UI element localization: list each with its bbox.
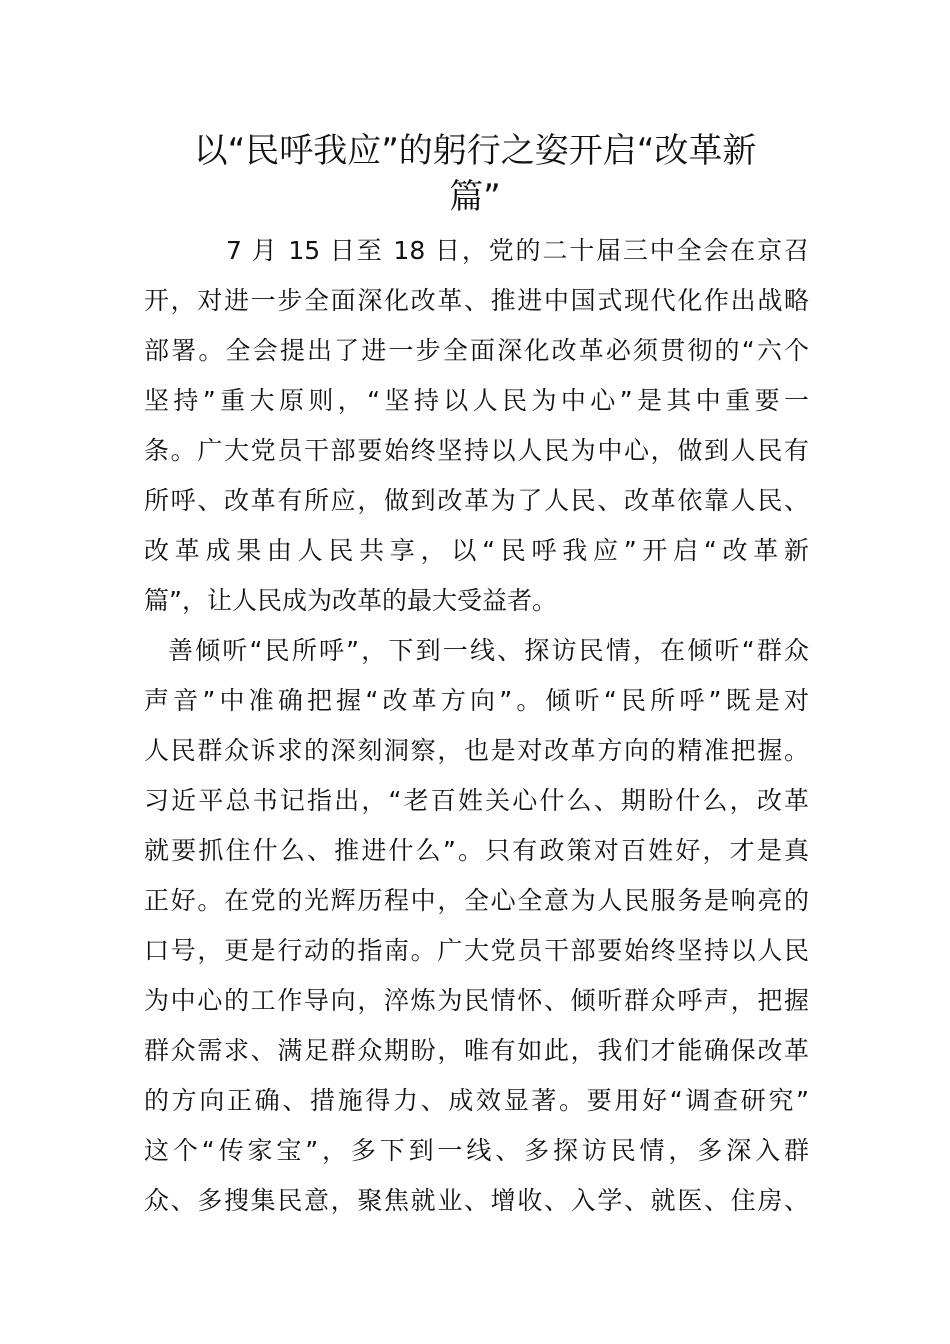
paragraph-line: 这个“传家宝”，多下到一线、多探访民情，多深入群 bbox=[144, 1136, 809, 1165]
paragraph-line: 篇”，让人民成为改革的最大受益者。 bbox=[144, 586, 557, 615]
paragraph-line: 口号，更是行动的指南。广大党员干部要始终坚持以人民 bbox=[144, 936, 809, 965]
paragraph-line: 的方向正确、措施得力、成效显著。要用好“调查研究” bbox=[144, 1086, 809, 1115]
paragraph-line: 开，对进一步全面深化改革、推进中国式现代化作出战略 bbox=[144, 286, 809, 315]
title-line-2: 篇” bbox=[449, 177, 501, 217]
paragraph-line: 为中心的工作导向，淬炼为民情怀、倾听群众呼声，把握 bbox=[144, 986, 809, 1015]
article-body bbox=[144, 226, 809, 1226]
paragraph-line: 改革成果由人民共享，以“民呼我应”开启“改革新 bbox=[144, 536, 809, 565]
paragraph-1 bbox=[144, 226, 809, 626]
paragraph-line: 声音”中准确把握“改革方向”。倾听“民所呼”既是对 bbox=[144, 686, 809, 715]
paragraph-line: 所呼、改革有所应，做到改革为了人民、改革依靠人民、 bbox=[144, 486, 809, 515]
paragraph-line: 就要抓住什么、推进什么”。只有政策对百姓好，才是真 bbox=[144, 836, 809, 865]
paragraph-line: 7 月 15 日至 18 日，党的二十届三中全会在京召 bbox=[226, 236, 809, 265]
title-line-1: 以“民呼我应”的躬行之姿开启“改革新 bbox=[193, 131, 757, 171]
paragraph-2 bbox=[144, 626, 809, 1226]
paragraph-line: 人民群众诉求的深刻洞察，也是对改革方向的精准把握。 bbox=[144, 736, 809, 765]
paragraph-line: 习近平总书记指出，“老百姓关心什么、期盼什么，改革 bbox=[144, 786, 809, 815]
paragraph-line: 部署。全会提出了进一步全面深化改革必须贯彻的“六个 bbox=[144, 336, 809, 365]
paragraph-line: 群众需求、满足群众期盼，唯有如此，我们才能确保改革 bbox=[144, 1036, 809, 1065]
paragraph-line: 众、多搜集民意，聚焦就业、增收、入学、就医、住房、 bbox=[144, 1186, 809, 1215]
paragraph-line: 坚持”重大原则，“坚持以人民为中心”是其中重要一 bbox=[144, 386, 809, 415]
paragraph-line: 条。广大党员干部要始终坚持以人民为中心，做到人民有 bbox=[144, 436, 809, 465]
paragraph-line: 善倾听“民所呼”，下到一线、探访民情，在倾听“群众 bbox=[168, 636, 809, 665]
paragraph-line: 正好。在党的光辉历程中，全心全意为人民服务是响亮的 bbox=[144, 886, 809, 915]
document-title bbox=[140, 128, 810, 220]
